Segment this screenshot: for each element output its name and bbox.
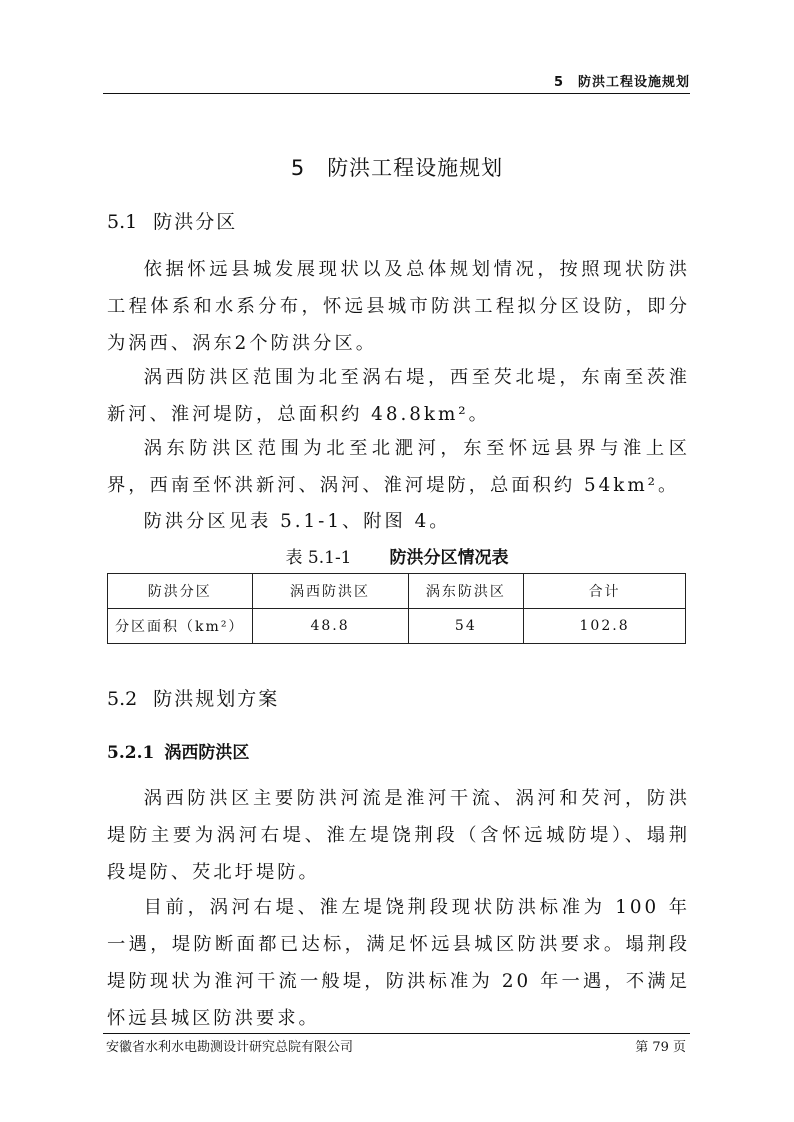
paragraph: 涡东防洪区范围为北至北淝河，东至怀远县界与淮上区界，西南至怀洪新河、涡河、淮河堤防，总面积约 54km²。 <box>107 438 690 496</box>
table-header-cell: 防洪分区 <box>108 574 253 609</box>
paragraph: 依据怀远县城发展现状以及总体规划情况，按照现状防洪工程体系和水系分布，怀远县城市防洪工程拟分区设防，即分为涡西、涡东2个防洪分区。 <box>107 259 690 354</box>
chapter-title <box>0 152 794 182</box>
paragraph: 涡西防洪区范围为北至涡右堤，西至芡北堤，东南至茨淮新河、淮河堤防，总面积约 48.8km²。 <box>107 367 690 425</box>
table-cell: 48.8 <box>252 609 408 644</box>
table-row <box>108 609 686 644</box>
paragraph: 目前，涡河右堤、淮左堤饶荆段现状防洪标准为 100 年一遇，堤防断面都已达标，满足怀远县城区防洪要求。塌荆段堤防现状为淮河干流一般堤，防洪标准为 20 年一遇，不满足怀远县城区防洪要求。 <box>107 897 690 1029</box>
table-cell: 分区面积（km²） <box>108 609 253 644</box>
section-title: 防洪规划方案 <box>153 688 280 710</box>
section-number: 5.1 <box>107 211 138 233</box>
subsection-heading-5-2-1 <box>107 738 249 763</box>
running-header: 5 防洪工程设施规划 <box>553 75 690 90</box>
chapter-number: 5 <box>290 156 306 180</box>
table-caption <box>0 543 794 568</box>
subsection-title: 涡西防洪区 <box>164 743 250 763</box>
table-header-row <box>108 574 686 609</box>
table-cell: 54 <box>408 609 524 644</box>
paragraph: 防洪分区见表 5.1-1、附图 4。 <box>143 511 451 532</box>
paragraph: 涡西防洪区主要防洪河流是淮河干流、涡河和芡河，防洪堤防主要为涡河右堤、淮左堤饶荆段（含怀远城防堤）、塌荆段堤防、芡北圩堤防。 <box>107 788 690 883</box>
flood-zone-table <box>107 573 686 644</box>
footer-organization: 安徽省水利水电勘测设计研究总院有限公司 <box>106 1040 354 1055</box>
table-cell: 102.8 <box>524 609 686 644</box>
table-header-cell: 涡西防洪区 <box>252 574 408 609</box>
chapter-title-text: 防洪工程设施规划 <box>327 156 504 180</box>
section-heading-5-1 <box>107 207 237 234</box>
footer-divider <box>103 1033 690 1034</box>
header-divider <box>103 93 690 94</box>
table-header-cell: 合计 <box>524 574 686 609</box>
section-title: 防洪分区 <box>153 211 238 233</box>
section-heading-5-2 <box>107 684 279 711</box>
table-title: 防洪分区情况表 <box>389 548 509 568</box>
section-number: 5.2 <box>107 688 138 710</box>
subsection-number: 5.2.1 <box>107 743 155 763</box>
page-number: 第 79 页 <box>635 1040 686 1055</box>
table-header-cell: 涡东防洪区 <box>408 574 524 609</box>
table-number: 表 5.1-1 <box>285 548 352 568</box>
